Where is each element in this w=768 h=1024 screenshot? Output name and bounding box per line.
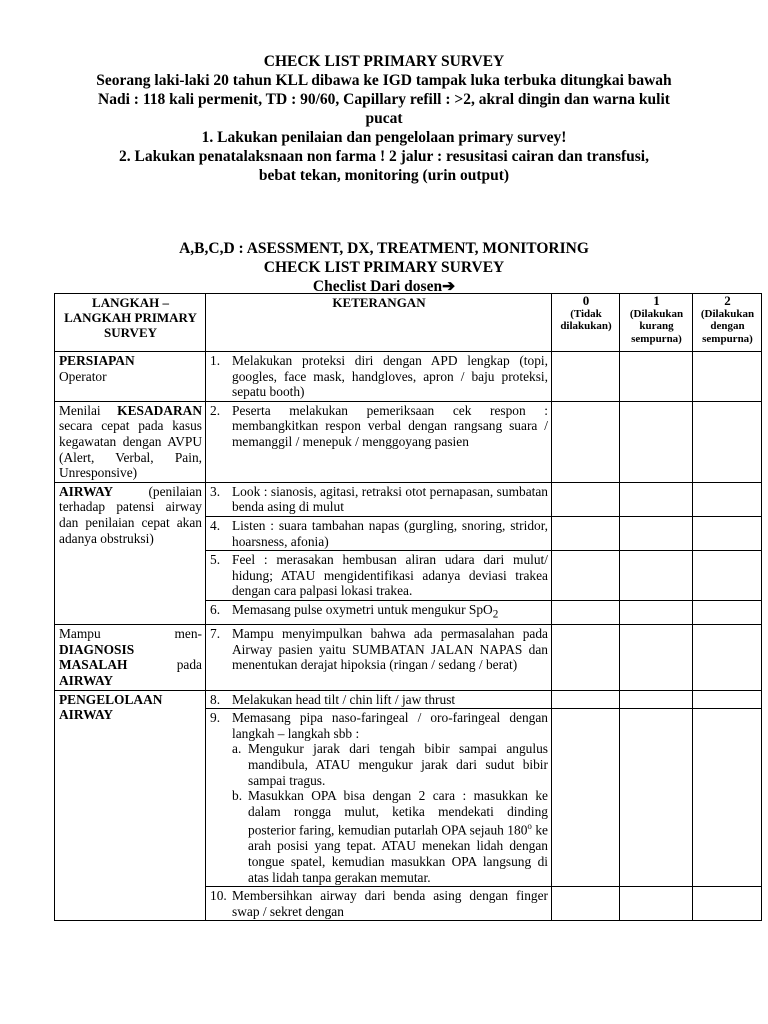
header-keterangan: KETERANGAN xyxy=(206,294,552,352)
score-cell-1[interactable] xyxy=(620,887,693,921)
score-cell-0[interactable] xyxy=(552,709,620,887)
item-number: 5. xyxy=(210,552,221,568)
item-number: 2. xyxy=(210,402,221,418)
score-cell-2[interactable] xyxy=(693,551,762,601)
score-cell-1[interactable] xyxy=(620,401,693,482)
score-cell-0[interactable] xyxy=(552,887,620,921)
step-kesadaran-pre: Menilai xyxy=(59,402,118,418)
score-cell-0[interactable] xyxy=(552,625,620,690)
spo2-subscript: 2 xyxy=(492,608,499,621)
item-number: 7. xyxy=(210,626,221,642)
score-cell-2[interactable] xyxy=(693,482,762,516)
step-diagnosis-mid: pada xyxy=(127,657,202,673)
step-diagnosis-pre: Mampu men- xyxy=(59,626,202,642)
subitem-b-text-1: Masukkan OPA bisa dengan 2 cara : masukkan ke dalam rongga mulut, ketika mendekati dinding posterior faring, kemudian putarlah OPA sejauh 180 xyxy=(248,788,548,838)
score-cell-1[interactable] xyxy=(620,625,693,690)
score-cell-2[interactable] xyxy=(693,887,762,921)
score-2-label: (Dilakukan dengan sempurna) xyxy=(700,307,755,345)
subitem-text: Mengukur jarak dari tengah bibir sampai angulus mandibula, ATAU mengukur jarak dari sudut bibir sampai tragus. xyxy=(248,741,548,788)
score-cell-1[interactable] xyxy=(620,352,693,402)
item-10-cell xyxy=(206,887,552,921)
score-cell-1[interactable] xyxy=(620,551,693,601)
section-heading-checklist: CHECK LIST PRIMARY SURVEY xyxy=(263,259,505,276)
table-row xyxy=(55,352,762,402)
task-1: 1. Lakukan penilaian dan pengelolaan primary survey! xyxy=(201,129,567,146)
item-2-cell xyxy=(206,401,552,482)
item-5-cell xyxy=(206,551,552,601)
task-2-line-1: 2. Lakukan penatalaksnaan non farma ! 2 jalur : resusitasi cairan dan transfusi, xyxy=(119,148,649,165)
item-4-cell xyxy=(206,516,552,550)
arrow-right-icon: ➔ xyxy=(442,278,456,295)
item-3-cell xyxy=(206,482,552,516)
score-0-label: (Tidak dilakukan) xyxy=(560,307,612,332)
subitem-b-text-2: ke arah posisi yang tepat. ATAU menekan lidah dengan tongue spatel, kemudian masukkan OPA langsung di atas lidah tanpa gerakan memutar. xyxy=(248,822,548,885)
score-cell-0[interactable] xyxy=(552,690,620,709)
item-number: 9. xyxy=(210,710,221,726)
step-pengelolaan-title: PENGELOLAAN AIRWAY xyxy=(59,691,163,723)
score-cell-2[interactable] xyxy=(693,516,762,550)
item-text: Look : sianosis, agitasi, retraksi otot pernapasan, sumbatan benda asing di mulut xyxy=(232,483,548,515)
table-row xyxy=(55,401,762,482)
step-airway-title: AIRWAY xyxy=(59,483,114,499)
item-1-cell xyxy=(206,352,552,402)
item-text: Melakukan head tilt / chin lift / jaw thrust xyxy=(232,691,456,707)
score-2-number: 2 xyxy=(724,293,731,308)
step-airway-desc: (penilaian terhadap patensi airway dan penilaian cepat akan adanya obstruksi) xyxy=(59,483,202,546)
score-0-number: 0 xyxy=(582,293,590,308)
section-heading-abcd: A,B,C,D : ASESSMENT, DX, TREATMENT, MONITORING xyxy=(179,240,589,257)
step-persiapan-desc: Operator xyxy=(59,368,107,384)
subitem-letter: b. xyxy=(232,788,243,804)
item-6-text: Memasang pulse oxymetri untuk mengukur SpO xyxy=(232,601,493,617)
primary-survey-checklist-table xyxy=(54,293,762,921)
item-text: Mampu menyimpulkan bahwa ada permasalahan pada Airway pasien yaitu SUMBATAN JALAN NAPAS dan menentukan derajat hipoksia (ringan / sedang / berat) xyxy=(232,626,548,673)
step-diagnosis-airway: AIRWAY xyxy=(59,672,114,688)
table-header-row xyxy=(55,294,762,352)
step-kesadaran xyxy=(55,401,206,482)
item-text: Listen : suara tambahan napas (gurgling, snoring, stridor, hoarsness, afonia) xyxy=(232,517,548,549)
score-cell-2[interactable] xyxy=(693,401,762,482)
table-row xyxy=(55,625,762,690)
score-cell-0[interactable] xyxy=(552,516,620,550)
score-cell-0[interactable] xyxy=(552,600,620,624)
step-diagnosis-title: DIAGNOSIS MASALAH xyxy=(59,641,135,673)
item-number: 10. xyxy=(210,888,227,904)
score-cell-2[interactable] xyxy=(693,709,762,887)
score-1-number: 1 xyxy=(653,293,660,308)
item-text: Peserta melakukan pemeriksaan cek respon : membangkitkan respon verbal dengan rangsang suara / memanggil / menepuk / menggoyang pasien xyxy=(232,402,548,449)
header-langkah: LANGKAH – LANGKAH PRIMARY SURVEY xyxy=(55,294,206,352)
item-8-cell xyxy=(206,690,552,709)
step-pengelolaan xyxy=(55,690,206,921)
subitem-letter: a. xyxy=(232,741,242,757)
score-cell-2[interactable] xyxy=(693,352,762,402)
score-cell-1[interactable] xyxy=(620,690,693,709)
score-cell-0[interactable] xyxy=(552,352,620,402)
item-number: 6. xyxy=(210,601,221,617)
degree-superscript: o xyxy=(527,821,532,832)
item-text: Memasang pipa naso-faringeal / oro-faringeal dengan langkah – langkah sbb : xyxy=(232,710,548,741)
header-score-1 xyxy=(620,294,693,352)
item-7-cell xyxy=(206,625,552,690)
score-cell-1[interactable] xyxy=(620,709,693,887)
step-kesadaran-title: KESADARAN xyxy=(117,402,202,418)
subitem-text xyxy=(248,788,548,885)
item-text xyxy=(232,602,548,623)
item-text: Membersihkan airway dari benda asing dengan finger swap / sekret dengan xyxy=(232,888,548,919)
score-1-label: (Dilakukan kurang sempurna) xyxy=(629,307,684,345)
header-score-0 xyxy=(552,294,620,352)
item-6-cell xyxy=(206,600,552,624)
score-cell-1[interactable] xyxy=(620,600,693,624)
table-row xyxy=(55,690,762,709)
document-title: CHECK LIST PRIMARY SURVEY xyxy=(263,53,505,70)
item-9-cell xyxy=(206,709,552,887)
item-number: 3. xyxy=(210,483,221,499)
score-cell-0[interactable] xyxy=(552,401,620,482)
step-persiapan xyxy=(55,352,206,402)
step-diagnosis xyxy=(55,625,206,690)
item-text: Melakukan proteksi diri dengan APD lengkap (topi, googles, face mask, handgloves, apron / baju proteksi, sepatu booth) xyxy=(232,353,548,400)
step-airway xyxy=(55,482,206,624)
step-kesadaran-desc: secara cepat pada kasus kegawatan dengan AVPU (Alert, Verbal, Pain, Unresponsive) xyxy=(59,418,202,481)
case-line-3: pucat xyxy=(365,110,403,127)
dosen-label: Checlist Dari dosen xyxy=(312,278,443,295)
item-number: 1. xyxy=(210,353,221,368)
score-cell-0[interactable] xyxy=(552,482,620,516)
score-cell-0[interactable] xyxy=(552,551,620,601)
step-persiapan-title: PERSIAPAN xyxy=(59,353,135,368)
task-2-line-2: bebat tekan, monitoring (urin output) xyxy=(258,167,510,184)
item-number: 8. xyxy=(210,691,221,707)
score-cell-1[interactable] xyxy=(620,516,693,550)
header-score-2 xyxy=(693,294,762,352)
score-cell-2[interactable] xyxy=(693,600,762,624)
case-line-2: Nadi : 118 kali permenit, TD : 90/60, Capillary refill : >2, akral dingin dan warna kulit xyxy=(98,91,670,108)
score-cell-2[interactable] xyxy=(693,690,762,709)
case-line-1: Seorang laki-laki 20 tahun KLL dibawa ke IGD tampak luka terbuka ditungkai bawah xyxy=(96,72,672,89)
item-text: Feel : merasakan hembusan aliran udara dari mulut/ hidung; ATAU mengidentifikasi adanya deviasi trakea dengan cara palpasi lokasi trakea. xyxy=(232,552,548,599)
item-number: 4. xyxy=(210,517,221,533)
table-row xyxy=(55,482,762,516)
score-cell-2[interactable] xyxy=(693,625,762,690)
score-cell-1[interactable] xyxy=(620,482,693,516)
